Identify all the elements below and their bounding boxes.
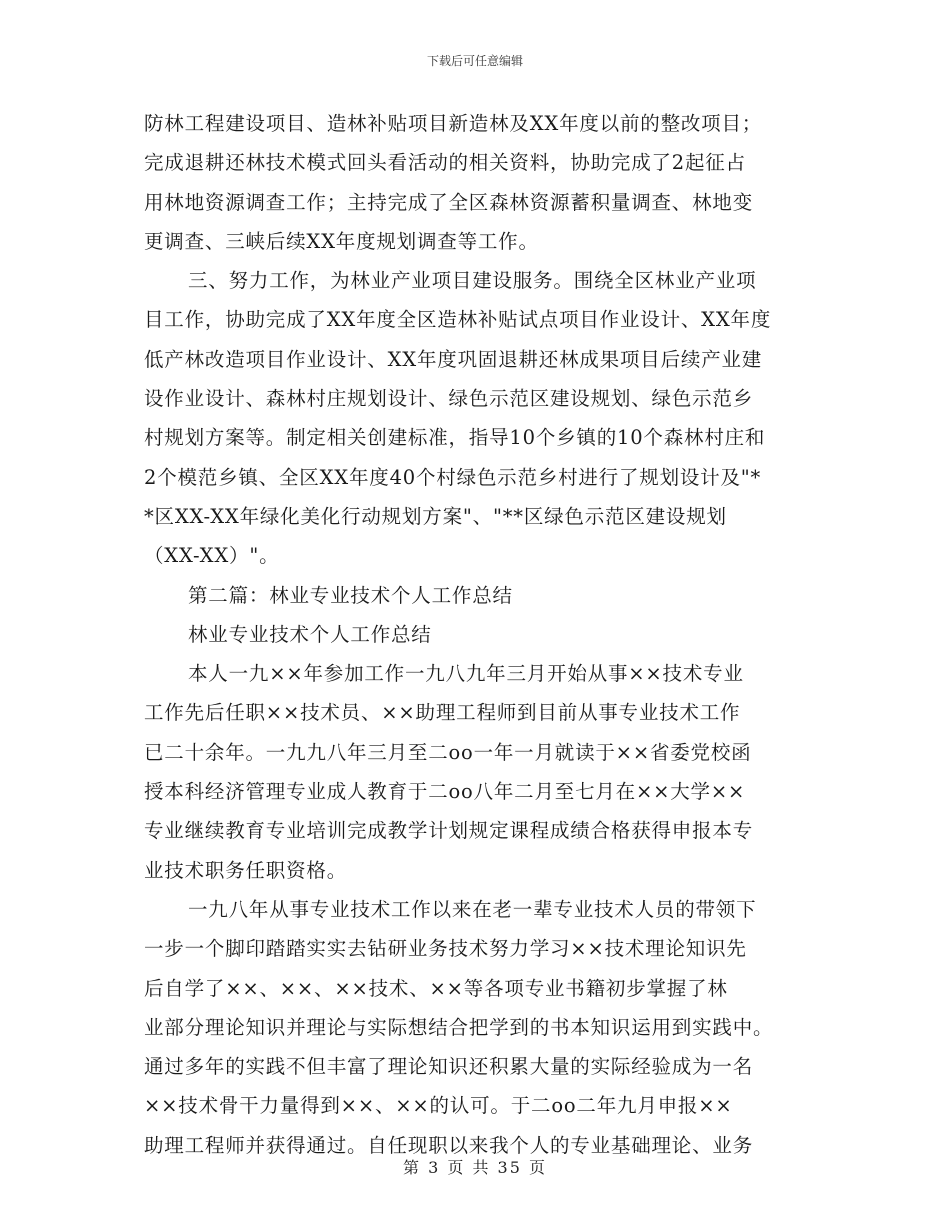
document-body — [144, 104, 816, 1165]
text-line: 授本科经济管理专业成人教育于二oo八年二月至七月在××大学×× — [144, 780, 746, 804]
text-line: ××技术骨干力量得到××、××的认可。于二oo二年九月申报×× — [144, 1094, 733, 1118]
page-number: 第 3 页 共 35 页 — [403, 1158, 547, 1177]
text-line: 助理工程师并获得通过。自任现职以来我个人的专业基础理论、业务 — [144, 1133, 754, 1157]
text-line: 目工作，协助完成了XX年度全区造林补贴试点项目作业设计、XX年度 — [144, 308, 772, 332]
text-line: 三、努力工作，为林业产业项目建设服务。围绕全区林业产业项 — [188, 269, 757, 293]
text-line: 设作业设计、森林村庄规划设计、绿色示范区建设规划、绿色示范乡 — [144, 387, 754, 411]
text-line: 后自学了××、××、××技术、××等各项专业书籍初步掌握了林 — [144, 976, 728, 1000]
text-line: 2个模范乡镇、全区XX年度40个村绿色示范乡村进行了规划设计及"* — [144, 465, 762, 489]
text-line: 业技术职务任职资格。 — [144, 858, 348, 882]
text-line: 更调查、三峡后续XX年度规划调查等工作。 — [144, 229, 539, 253]
text-line: 已二十余年。一九九八年三月至二oo一年一月就读于××省委党校函 — [144, 740, 752, 764]
section-title: 林业专业技术个人工作总结 — [188, 622, 432, 646]
text-line: 专业继续教育专业培训完成教学计划规定课程成绩合格获得申报本专 — [144, 819, 754, 843]
text-line: 低产林改造项目作业设计、XX年度巩固退耕还林成果项目后续产业建 — [144, 347, 763, 371]
text-line: 完成退耕还林技术模式回头看活动的相关资料，协助完成了2起征占 — [144, 151, 746, 175]
text-line: 村规划方案等。制定相关创建标准，指导10个乡镇的10个森林村庄和 — [144, 426, 766, 450]
text-line: 业部分理论知识并理论与实际想结合把学到的书本知识运用到实践中。 — [144, 1015, 774, 1039]
header-note: 下载后可任意编辑 — [426, 54, 523, 68]
text-line: 工作先后任职××技术员、××助理工程师到目前从事专业技术工作 — [144, 701, 741, 725]
text-line: 通过多年的实践不但丰富了理论知识还积累大量的实际经验成为一名 — [144, 1055, 754, 1079]
text-line: 一步一个脚印踏踏实实去钻研业务技术努力学习××技术理论知识先 — [144, 937, 747, 961]
text-line: （XX-XX）"。 — [144, 544, 280, 568]
text-line: 本人一九××年参加工作一九八九年三月开始从事××技术专业 — [188, 662, 744, 686]
text-line: 一九八年从事专业技术工作以来在老一辈专业技术人员的带领下 — [188, 897, 757, 921]
text-line: 用林地资源调查工作；主持完成了全区森林资源蓄积量调查、林地变 — [144, 190, 754, 214]
text-line: 防林工程建设项目、造林补贴项目新造林及XX年度以前的整改项目； — [144, 112, 763, 135]
section-heading: 第二篇：林业专业技术个人工作总结 — [188, 583, 513, 607]
text-line: *区XX-XX年绿化美化行动规划方案"、"**区绿色示范区建设规划 — [144, 504, 727, 528]
